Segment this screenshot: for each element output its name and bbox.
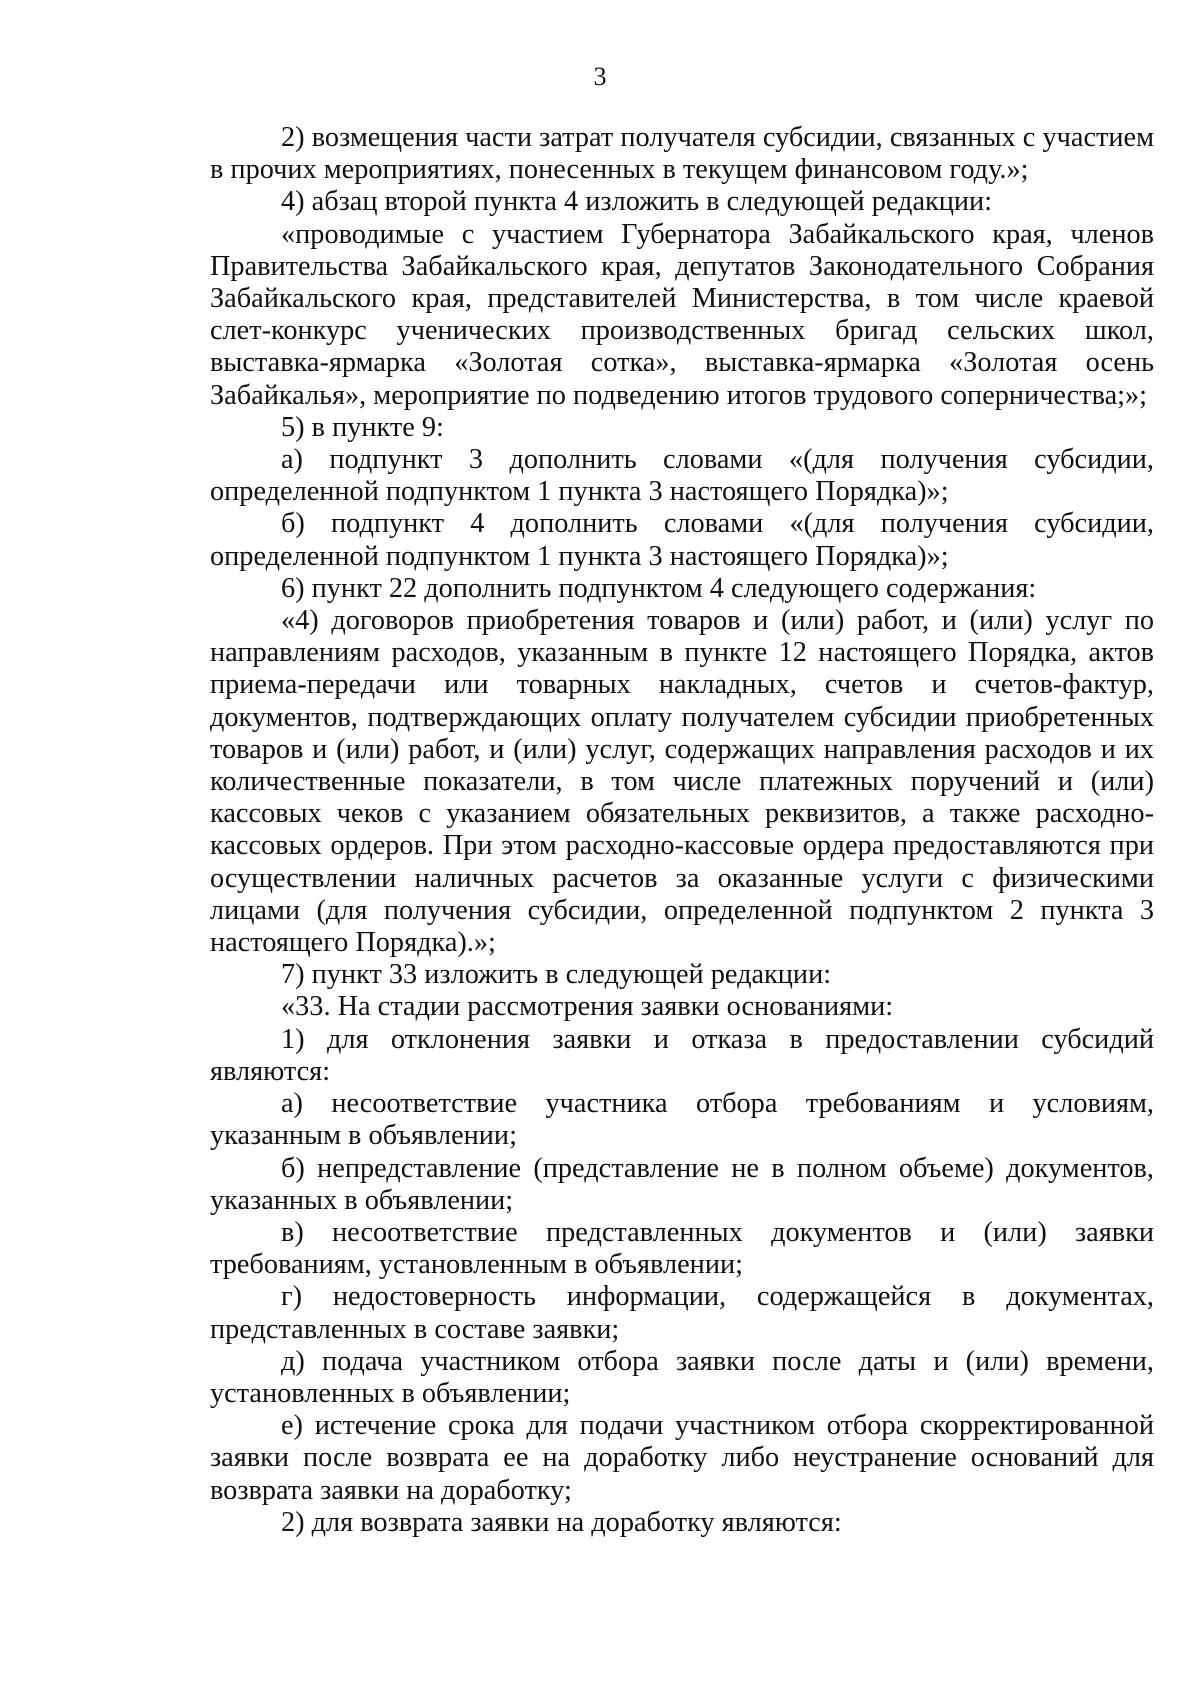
paragraph: 2) для возврата заявки на доработку являются:	[281, 1506, 842, 1538]
paragraph: б) подпункт 4 дополнить словами «(для получения субсидии, определенной подпунктом 1 пункта 3 настоящего Порядка)»;	[210, 508, 1154, 572]
paragraph: 4) абзац второй пункта 4 изложить в следующей редакции:	[281, 186, 993, 218]
paragraph: «проводимые с участием Губернатора Забайкальского края, членов Правительства Забайкальского края, депутатов Законодательного Собрания Забайкальского края, представителей Министерства, в том числе краевой слет-конкурс ученических производственных бригад сельских школ, выставка-ярмарка «Золотая сотка», выставка-ярмарка «Золотая осень Забайкалья», мероприятие по подведению итогов трудового соперничества;»;	[210, 218, 1154, 411]
paragraph: а) несоответствие участника отбора требованиям и условиям, указанным в объявлении;	[210, 1088, 1154, 1152]
paragraph: а) подпункт 3 дополнить словами «(для получения субсидии, определенной подпунктом 1 пункта 3 настоящего Порядка)»;	[210, 444, 1154, 508]
paragraph: е) истечение срока для подачи участником отбора скорректированной заявки после возврата ее на доработку либо неустранение оснований для возврата заявки на доработку;	[210, 1410, 1154, 1506]
paragraph: г) недостоверность информации, содержащейся в документах, представленных в составе заявки;	[210, 1281, 1154, 1345]
document-body	[210, 122, 1154, 1539]
paragraph: 5) в пункте 9:	[281, 411, 444, 443]
paragraph: 1) для отклонения заявки и отказа в предоставлении субсидий являются:	[210, 1023, 1154, 1087]
page-number: 3	[593, 62, 607, 91]
paragraph: 2) возмещения части затрат получателя субсидии, связанных с участием в прочих мероприятиях, понесенных в текущем финансовом году.»;	[210, 122, 1154, 186]
paragraph: 7) пункт 33 изложить в следующей редакции:	[281, 959, 832, 991]
paragraph: «4) договоров приобретения товаров и (или) работ, и (или) услуг по направлениям расходов, указанным в пункте 12 настоящего Порядка, актов приема-передачи или товарных накладных, счетов и счетов-фактур, документов, подтверждающих оплату получателем субсидии приобретенных товаров и (или) работ, и (или) услуг, содержащих направления расходов и их количественные показатели, в том числе платежных поручений и (или) кассовых чеков с указанием обязательных реквизитов, а также расходно-кассовых ордеров. При этом расходно-кассовые ордера предоставляются при осуществлении наличных расчетов за оказанные услуги с физическими лицами (для получения субсидии, определенной подпунктом 2 пункта 3 настоящего Порядка).»;	[210, 605, 1154, 959]
paragraph: 6) пункт 22 дополнить подпунктом 4 следующего содержания:	[281, 572, 1037, 604]
paragraph: «33. На стадии рассмотрения заявки основаниями:	[281, 991, 894, 1023]
paragraph: д) подача участником отбора заявки после даты и (или) времени, установленных в объявлении;	[210, 1345, 1154, 1409]
paragraph: б) непредставление (представление не в полном объеме) документов, указанных в объявлении;	[210, 1152, 1154, 1216]
paragraph: в) несоответствие представленных документов и (или) заявки требованиям, установленным в объявлении;	[210, 1216, 1154, 1281]
